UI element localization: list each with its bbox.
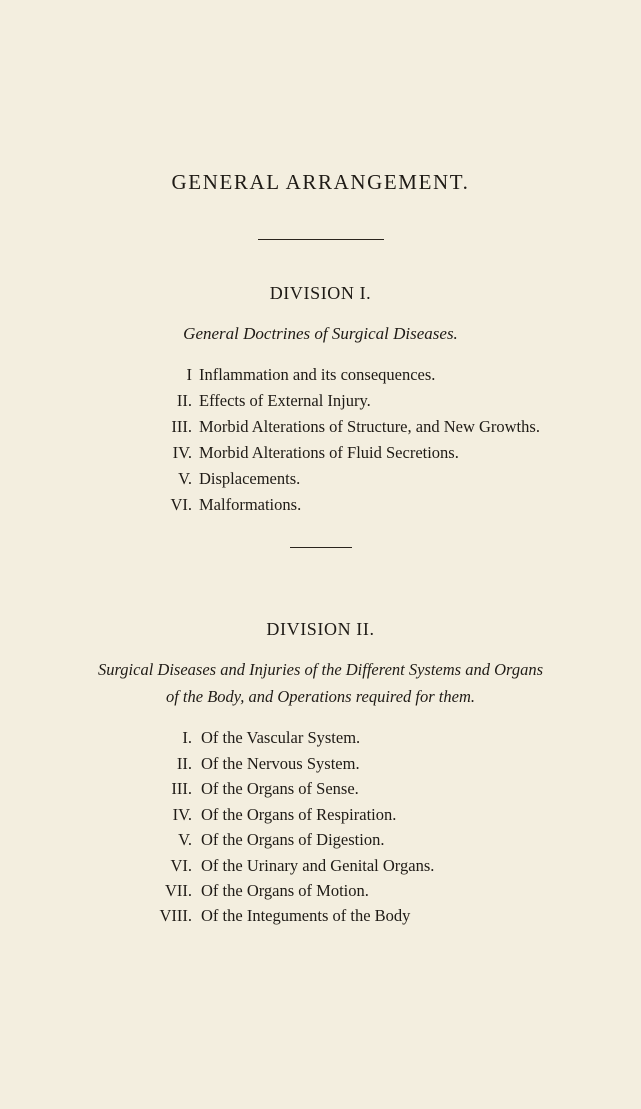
item-number: IV. (172, 443, 192, 462)
item-number: II. (176, 754, 192, 773)
item-text: Of the Organs of Respiration. (201, 805, 397, 824)
divider-rule-1 (258, 239, 384, 240)
division-1-subtitle: General Doctrines of Surgical Diseases. (183, 324, 458, 343)
item-number: I (186, 365, 192, 384)
item-number: VII. (164, 881, 192, 900)
item-number: III. (171, 779, 192, 798)
division-1-heading: DIVISION I. (269, 283, 372, 303)
division-2-heading: DIVISION II. (266, 619, 375, 639)
item-number: VI. (170, 856, 192, 875)
divider-rule-2 (290, 547, 352, 548)
item-text: Of the Integuments of the Body (201, 906, 411, 925)
item-text: Inflammation and its consequences. (199, 365, 436, 384)
item-number: V. (178, 830, 192, 849)
item-number: I. (182, 728, 192, 747)
item-text: Of the Organs of Sense. (201, 779, 359, 798)
item-text: Of the Urinary and Genital Organs. (201, 856, 435, 875)
item-text: Of the Nervous System. (201, 754, 360, 773)
item-text: Displacements. (199, 469, 301, 488)
item-number: III. (171, 417, 192, 436)
item-text: Malformations. (199, 495, 302, 514)
item-text: Of the Vascular System. (201, 728, 361, 747)
item-text: Effects of External Injury. (199, 391, 371, 410)
division-2-subtitle-line-1: Surgical Diseases and Injuries of the Different Systems and Organs (97, 660, 543, 679)
item-number: IV. (172, 805, 192, 824)
item-text: Morbid Alterations of Structure, and New Growths. (199, 417, 540, 436)
item-text: Of the Organs of Digestion. (201, 830, 385, 849)
item-text: Morbid Alterations of Fluid Secretions. (199, 443, 459, 462)
division-2-subtitle-line-2: of the Body, and Operations required for them. (165, 687, 476, 706)
item-number: II. (176, 391, 192, 410)
page-title: GENERAL ARRANGEMENT. (171, 170, 470, 194)
item-number: VI. (170, 495, 192, 514)
item-text: Of the Organs of Motion. (201, 881, 369, 900)
item-number: VIII. (159, 906, 192, 925)
item-number: V. (178, 469, 192, 488)
